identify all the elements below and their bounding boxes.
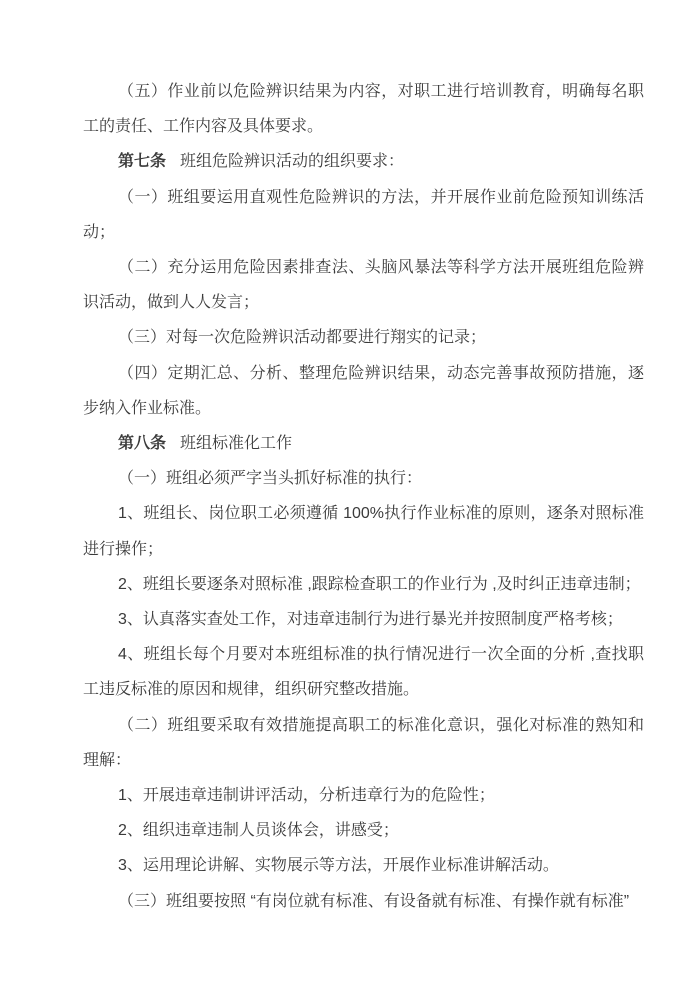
article-heading-8 xyxy=(83,426,644,461)
body-paragraph: （一）班组要运用直观性危险辨识的方法，并开展作业前危险预知训练活动； xyxy=(83,188,644,241)
numbered-item: 3、认真落实查处工作，对违章违制行为进行暴光并按照制度严格考核； xyxy=(118,611,623,629)
numbered-item: 1、班组长、岗位职工必须遵循 100%执行作业标准的原则，逐条对照标准进行操作； xyxy=(83,505,644,558)
article-title: 班组危险辨识活动的组织要求： xyxy=(180,153,405,171)
article-number: 第八条 xyxy=(118,435,167,453)
body-paragraph: （二）充分运用危险因素排查法、头脑风暴法等科学方法开展班组危险辨识活动，做到人人发言； xyxy=(83,259,644,312)
numbered-item: 3、运用理论讲解、实物展示等方法，开展作业标准讲解活动。 xyxy=(118,857,559,875)
document-content xyxy=(83,74,644,919)
body-paragraph: （三）对每一次危险辨识活动都要进行翔实的记录； xyxy=(118,329,487,347)
body-paragraph: （五）作业前以危险辨识结果为内容，对职工进行培训教育，明确每名职工的责任、工作内容及具体要求。 xyxy=(83,83,644,136)
article-number: 第七条 xyxy=(118,153,167,171)
numbered-item: 1、开展违章违制讲评活动，分析违章行为的危险性； xyxy=(118,787,495,805)
numbered-item: 4、班组长每个月要对本班组标准的执行情况进行一次全面的分析 ,查找职工违反标准的原因和规律，组织研究整改措施。 xyxy=(83,646,644,699)
body-paragraph: （二）班组要采取有效措施提高职工的标准化意识，强化对标准的熟知和理解： xyxy=(83,716,644,769)
article-heading-7 xyxy=(83,144,644,179)
body-paragraph: （四）定期汇总、分析、整理危险辨识结果，动态完善事故预防措施，逐步纳入作业标准。 xyxy=(83,364,644,417)
body-paragraph: （一）班组必须严字当头抓好标准的执行： xyxy=(118,470,423,488)
body-paragraph: （三）班组要按照 “有岗位就有标准、有设备就有标准、有操作就有标准” xyxy=(118,892,630,910)
numbered-item: 2、组织违章违制人员谈体会，讲感受； xyxy=(118,822,399,840)
article-title: 班组标准化工作 xyxy=(180,435,293,453)
numbered-item: 2、班组长要逐条对照标准 ,跟踪检查职工的作业行为 ,及时纠正违章违制； xyxy=(118,575,641,593)
